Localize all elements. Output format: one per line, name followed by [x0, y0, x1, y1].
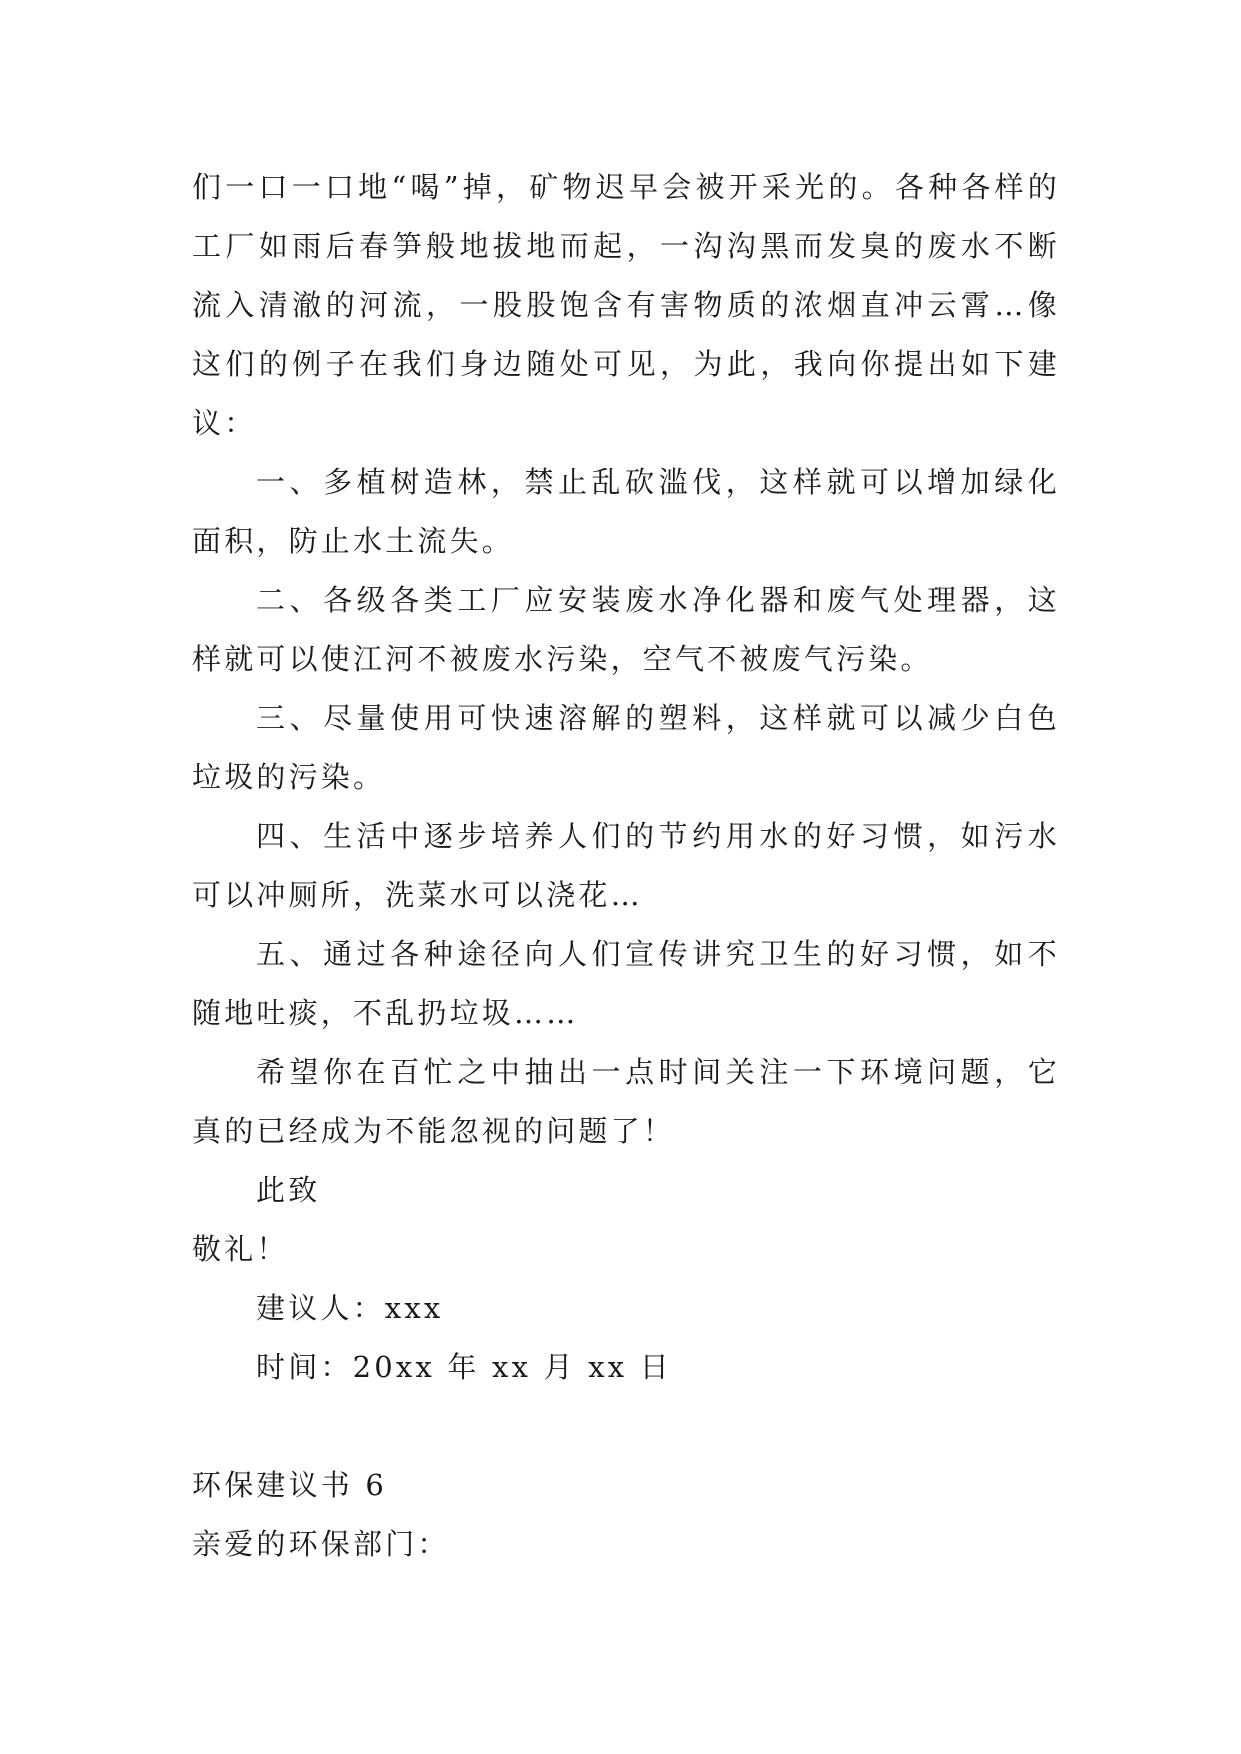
paragraph-closing-hope: 希望你在百忙之中抽出一点时间关注一下环境问题，它真的已经成为不能忽视的问题了！	[192, 1055, 1060, 1148]
document-body	[192, 158, 1060, 1574]
section-title: 环保建议书 6	[192, 1468, 388, 1502]
signature-date: 时间：20xx 年 xx 月 xx 日	[256, 1350, 672, 1384]
paragraph-suggestion-2: 二、各级各类工厂应安装废水净化器和废气处理器，这样就可以使江河不被废水污染，空气不被废气污染。	[192, 583, 1060, 676]
paragraph-suggestion-3: 三、尽量使用可快速溶解的塑料，这样就可以减少白色垃圾的污染。	[192, 701, 1060, 794]
signature-proposer: 建议人：xxx	[256, 1291, 444, 1325]
paragraph-intro-continuation: 们一口一口地“喝”掉，矿物迟早会被开采光的。各种各样的工厂如雨后春笋般地拔地而起，一沟沟黑而发臭的废水不断流入清澈的河流，一股股饱含有害物质的浓烟直冲云霄…像这们的例子在我们身边随处可见，为此，我向你提出如下建议：	[192, 170, 1060, 440]
paragraph-suggestion-5: 五、通过各种途径向人们宣传讲究卫生的好习惯，如不随地吐痰，不乱扔垃圾……	[192, 937, 1060, 1030]
paragraph-suggestion-4: 四、生活中逐步培养人们的节约用水的好习惯，如污水可以冲厕所，洗菜水可以浇花…	[192, 819, 1060, 912]
closing-cizhi: 此致	[256, 1173, 321, 1207]
section-salutation: 亲爱的环保部门：	[192, 1527, 450, 1561]
section-gap	[192, 1397, 1060, 1456]
closing-jingli: 敬礼！	[192, 1232, 289, 1266]
paragraph-suggestion-1: 一、多植树造林，禁止乱砍滥伐，这样就可以增加绿化面积，防止水土流失。	[192, 465, 1060, 558]
